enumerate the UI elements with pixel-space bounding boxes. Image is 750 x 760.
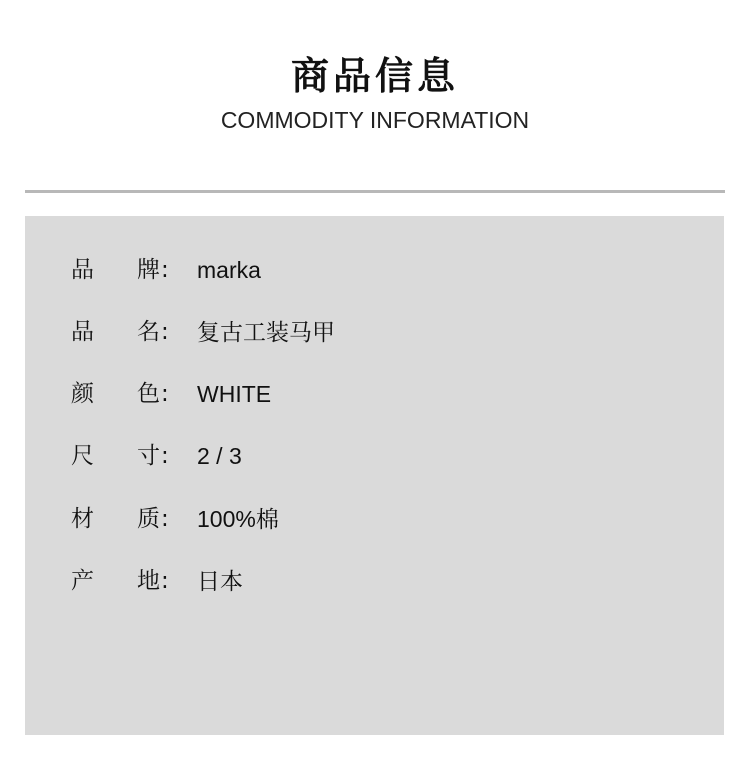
row-label-char-1: 尺 [71,443,94,469]
row-value: 日本 [197,568,243,594]
row-label-char-1: 品 [71,319,94,345]
row-colon: : [161,257,169,283]
info-panel [25,216,724,735]
row-value: 100%棉 [197,506,279,532]
page-title: 商品信息 [290,54,459,98]
row-colon: : [161,568,169,594]
row-colon: : [161,319,169,345]
info-row-size [71,440,691,472]
row-value: WHITE [197,381,272,407]
row-label-char-1: 颜 [71,381,94,407]
page-subtitle: COMMODITY INFORMATION [220,107,530,133]
row-label-char-1: 品 [71,257,94,283]
row-colon: : [161,506,169,532]
row-label-char-2: 质 [137,506,160,532]
info-row-product-name [71,316,691,348]
row-label-char-2: 色 [137,381,160,407]
row-label-char-1: 材 [71,506,94,532]
row-label-char-2: 地 [137,568,160,594]
row-label-char-1: 产 [71,568,94,594]
info-row-color [71,378,691,410]
info-row-origin [71,565,691,597]
row-colon: : [161,443,169,469]
row-value: 复古工装马甲 [197,319,335,345]
info-row-material [71,503,691,535]
divider [25,190,725,193]
info-row-brand [71,254,691,286]
row-label-char-2: 牌 [137,257,160,283]
row-value: 2 / 3 [197,443,242,469]
row-colon: : [161,381,169,407]
row-label-char-2: 寸 [137,443,160,469]
row-value: marka [197,257,261,283]
row-label-char-2: 名 [137,319,160,345]
